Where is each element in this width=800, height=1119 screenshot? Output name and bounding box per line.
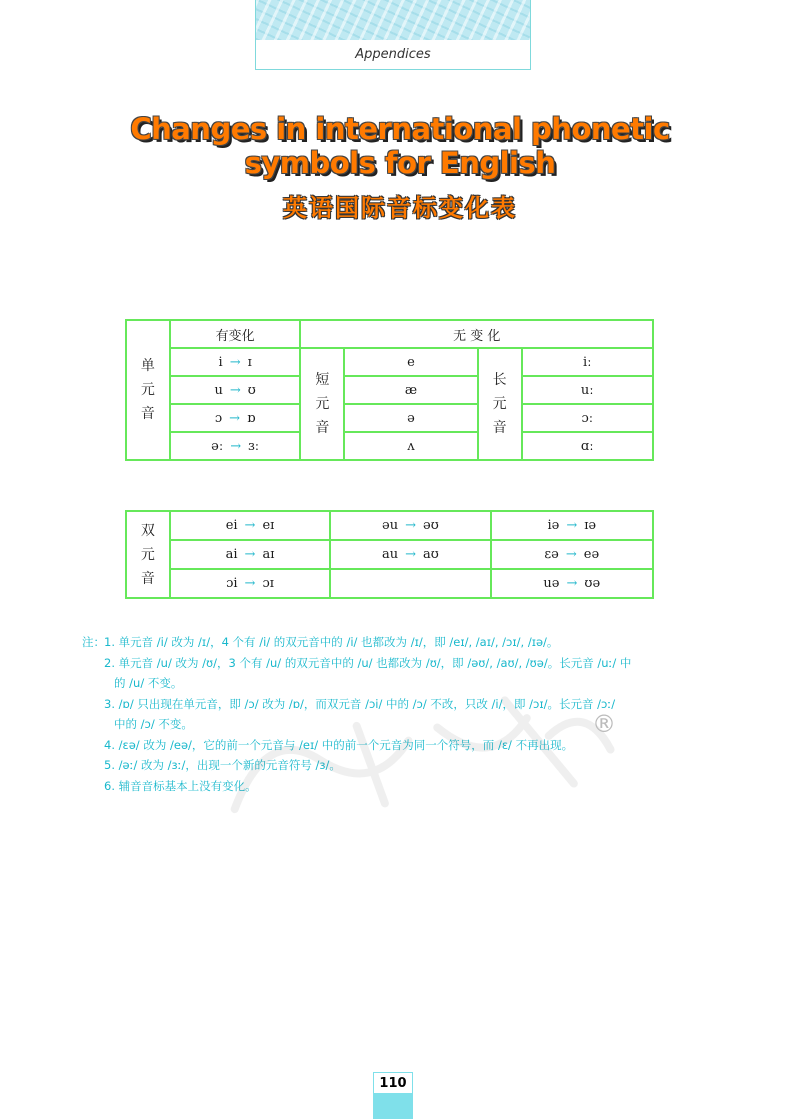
page-number: 110 bbox=[373, 1072, 413, 1094]
long-vowel-label: 长 元 音 bbox=[478, 348, 522, 460]
monophthong-label: 单 元 音 bbox=[126, 320, 170, 460]
arrow-icon: → bbox=[405, 518, 416, 533]
arrow-icon: → bbox=[244, 576, 256, 591]
short-vowel-cell: æ bbox=[344, 376, 477, 404]
title-line-1: Changes in international phonetic bbox=[130, 112, 670, 146]
title-line-2: symbols for English bbox=[244, 146, 556, 180]
arrow-icon: → bbox=[566, 518, 578, 533]
short-vowel-label: 短 元 音 bbox=[300, 348, 344, 460]
diphthong-cell: εə → eə bbox=[491, 540, 653, 569]
table-row bbox=[126, 376, 653, 404]
empty-cell bbox=[330, 569, 490, 598]
diphthong-cell: əu → əʊ bbox=[330, 511, 490, 540]
diphthong-cell: ɔi → ɔɪ bbox=[170, 569, 330, 598]
diphthong-cell: ai → aɪ bbox=[170, 540, 330, 569]
changed-cell: i → ɪ bbox=[170, 348, 301, 376]
diphthong-label: 双 元 音 bbox=[126, 511, 170, 598]
arrow-icon: → bbox=[229, 354, 241, 370]
table-row bbox=[126, 404, 653, 432]
changed-cell: ɔ → ɒ bbox=[170, 404, 301, 432]
section-label: Appendices bbox=[355, 47, 431, 62]
diphthong-cell: iə → ɪə bbox=[491, 511, 653, 540]
arrow-icon: → bbox=[244, 518, 256, 533]
arrow-icon: → bbox=[244, 547, 256, 562]
short-vowel-cell: ə bbox=[344, 404, 477, 432]
changed-header: 有变化 bbox=[170, 320, 301, 348]
table-row bbox=[126, 511, 653, 540]
long-vowel-cell: iː bbox=[522, 348, 653, 376]
diphthong-cell: uə → ʊə bbox=[491, 569, 653, 598]
notes-prefix: 注： bbox=[82, 635, 105, 649]
diphthong-table bbox=[125, 510, 654, 599]
arrow-icon: → bbox=[229, 410, 241, 426]
registered-icon: ® bbox=[592, 710, 616, 738]
long-vowel-cell: ɔː bbox=[522, 404, 653, 432]
short-vowel-cell: e bbox=[344, 348, 477, 376]
note-item: 3. /ɒ/ 只出现在单元音，即 /ɔ/ 改为 /ɒ/，而双元音 /ɔi/ 中的 /ɔ/ 不改，只改 /i/，即 /ɔɪ/。长元音 /ɔː/ 中的 /ɔ/ 不变。 bbox=[104, 696, 616, 731]
long-vowel-cell: ɑː bbox=[522, 432, 653, 460]
table-row bbox=[126, 432, 653, 460]
table-row bbox=[126, 320, 653, 348]
note-item: 4. /εə/ 改为 /eə/，它的前一个元音与 /eɪ/ 中的前一个元音为同一个符号，而 /ε/ 不再出现。 bbox=[104, 737, 574, 752]
monophthong-table bbox=[125, 319, 654, 461]
note-item: 5. /əː/ 改为 /ɜː/，出现一个新的元音符号 /ɜ/。 bbox=[104, 758, 341, 772]
unchanged-header: 无 变 化 bbox=[300, 320, 653, 348]
page-title-cn: 英语国际音标变化表 bbox=[283, 194, 517, 222]
long-vowel-cell: uː bbox=[522, 376, 653, 404]
note-item: 2. 单元音 /u/ 改为 /ʊ/，3 个有 /u/ 的双元音中的 /u/ 也都改为 /ʊ/，即 /əʊ/, /aʊ/, /ʊə/。长元音 /uː/ 中 的 /u/ 不变。 bbox=[104, 655, 632, 690]
arrow-icon: → bbox=[229, 382, 241, 398]
header-tab bbox=[255, 0, 531, 70]
short-vowel-cell: ʌ bbox=[344, 432, 477, 460]
diphthong-cell: ei → eɪ bbox=[170, 511, 330, 540]
table-row bbox=[126, 569, 653, 598]
changed-cell: əː → ɜː bbox=[170, 432, 301, 460]
arrow-icon: → bbox=[405, 547, 416, 562]
arrow-icon: → bbox=[565, 547, 577, 562]
table-row bbox=[126, 348, 653, 376]
header-pattern bbox=[256, 0, 530, 40]
diphthong-cell: au → aʊ bbox=[330, 540, 490, 569]
table-row bbox=[126, 540, 653, 569]
arrow-icon: → bbox=[566, 576, 578, 591]
note-item: 1. 单元音 /i/ 改为 /ɪ/，4 个有 /i/ 的双元音中的 /i/ 也都改为 /ɪ/，即 /eɪ/, /aɪ/, /ɔɪ/, /ɪə/。 bbox=[104, 635, 559, 649]
arrow-icon: → bbox=[230, 438, 242, 454]
page-title-en bbox=[0, 112, 800, 180]
changed-cell: u → ʊ bbox=[170, 376, 301, 404]
note-item: 6. 辅音音标基本上没有变化。 bbox=[104, 778, 257, 793]
